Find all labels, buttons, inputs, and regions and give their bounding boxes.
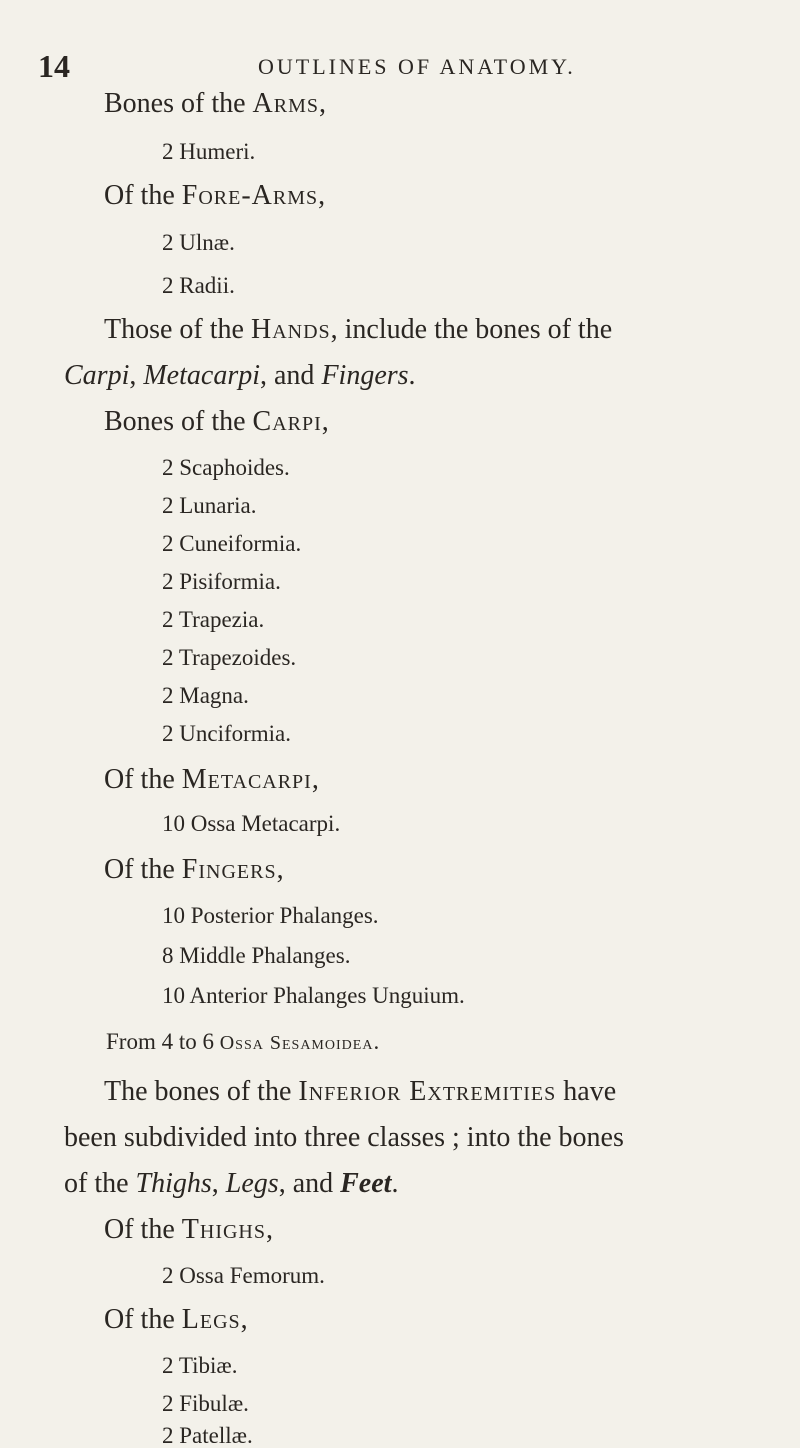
legs-heading: Of the Legs, — [104, 1304, 248, 1335]
list-item: 2 Trapezia. — [162, 607, 265, 632]
list-item: 2 Tibiæ. — [162, 1353, 238, 1378]
list-item: 10 Anterior Phalanges Unguium. — [162, 983, 465, 1008]
list-item: 2 Lunaria. — [162, 493, 257, 518]
inferior-paragraph-line-1: The bones of the Inferior Extremities have — [104, 1076, 617, 1107]
list-item: 2 Humeri. — [162, 139, 256, 164]
list-item: 2 Unciformia. — [162, 721, 292, 746]
list-item: 10 Posterior Phalanges. — [162, 903, 379, 928]
metacarpi-heading: Of the Metacarpi, — [104, 764, 319, 795]
list-item: 10 Ossa Metacarpi. — [162, 811, 341, 836]
list-item: 2 Magna. — [162, 683, 249, 708]
thighs-heading: Of the Thighs, — [104, 1214, 273, 1245]
inferior-paragraph-line-2: been subdivided into three classes ; into the bones — [64, 1122, 624, 1153]
list-item: 2 Radii. — [162, 273, 235, 298]
list-item: 2 Scaphoides. — [162, 455, 290, 480]
list-item: 2 Fibulæ. — [162, 1391, 249, 1416]
inferior-paragraph-line-3: of the Thighs, Legs, and Feet. — [64, 1168, 399, 1199]
list-item: 2 Ulnæ. — [162, 230, 235, 255]
list-item: 8 Middle Phalanges. — [162, 943, 351, 968]
list-item: 2 Pisiformia. — [162, 569, 281, 594]
list-item: 2 Trapezoides. — [162, 645, 297, 670]
running-head: OUTLINES OF ANATOMY. — [258, 54, 576, 79]
hands-paragraph-line-2: Carpi, Metacarpi, and Fingers. — [64, 360, 416, 391]
list-item: 2 Cuneiformia. — [162, 531, 302, 556]
hands-paragraph-line-1: Those of the Hands, include the bones of the — [104, 314, 613, 345]
forearms-heading: Of the Fore-Arms, — [104, 180, 326, 211]
page-number: 14 — [38, 48, 70, 84]
carpi-heading: Bones of the Carpi, — [104, 406, 329, 437]
arms-heading: Bones of the Arms, — [104, 88, 326, 119]
list-item: 2 Ossa Femorum. — [162, 1263, 325, 1288]
fingers-heading: Of the Fingers, — [104, 854, 284, 885]
list-item: 2 Patellæ. — [162, 1423, 253, 1448]
sesamoid-line: From 4 to 6 Ossa Sesamoidea. — [106, 1029, 380, 1054]
